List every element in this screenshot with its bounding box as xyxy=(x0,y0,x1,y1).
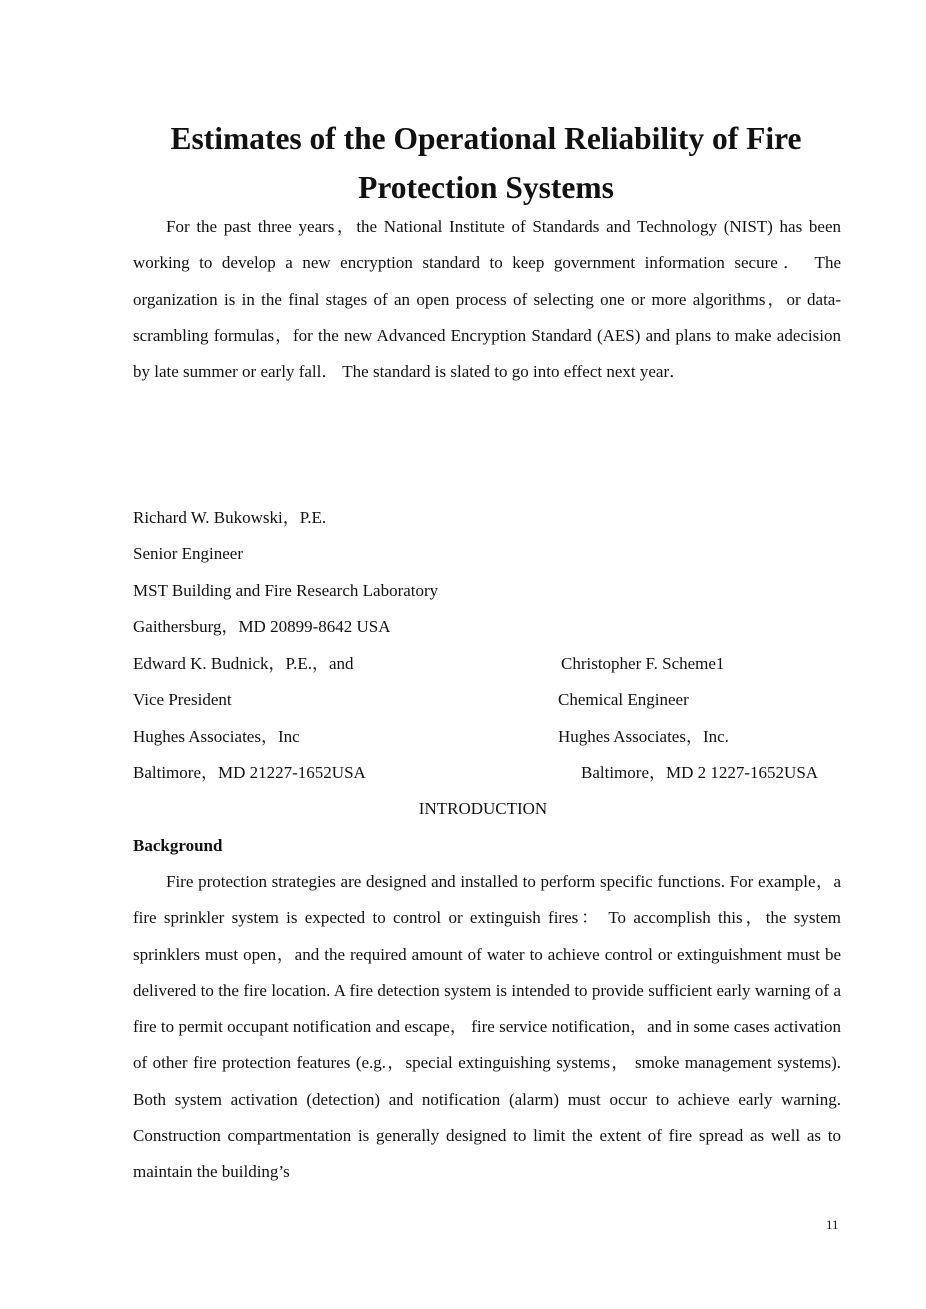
author-line: Baltimore，MD 2 1227-1652USA xyxy=(581,763,819,782)
page-number: 11 xyxy=(826,1217,839,1232)
body-text: Fire protection strategies are designed and installed to perform specific functions. For example，a fire sprinkler system is expected to control or extinguish fires： To accomplish this，the system sprinklers must open，and the required amount of water to achieve control or extinguishment must be delivered to the fire location. A fire detection system is intended to provide sufficient early warning of a fire to permit occupant notification and escape， fire service notification，and in some cases activation of other fire protection features (e.g.，special extinguishing systems， smoke management systems). Both system activation (detection) and notification (alarm) must occur to achieve early warning. Construction compartmentation is generally designed to limit the extent of fire spread as well as to maintain the building’s xyxy=(133,872,841,1182)
author-line: Gaithersburg，MD 20899-8642 USA xyxy=(133,617,391,636)
document-title: Estimates of the Operational Reliability of Fire Protection Systems xyxy=(170,121,802,205)
author-line: Baltimore，MD 21227-1652USA xyxy=(133,763,366,782)
subsection-heading: Background xyxy=(133,836,223,855)
body-paragraph xyxy=(133,864,841,1191)
section-heading: INTRODUCTION xyxy=(418,799,548,818)
author-line: MST Building and Fire Research Laboratory xyxy=(133,581,439,600)
author-line: Vice President xyxy=(133,690,232,709)
abstract-paragraph xyxy=(133,209,841,390)
abstract-text: For the past three years，the National Institute of Standards and Technology (NIST) has been working to develop a new encryption standard to keep government information secure． The organization is in the final stages of an open process of selecting one or more algorithms，or data-scrambling formulas，for the new Advanced Encryption Standard (AES) and plans to make adecision by late summer or early fall． The standard is slated to go into effect next year． xyxy=(133,217,841,382)
author-line: Hughes Associates，Inc xyxy=(133,727,300,746)
author-line: Chemical Engineer xyxy=(558,690,689,709)
author-line: Edward K. Budnick，P.E.，and xyxy=(133,654,354,673)
author-line: Senior Engineer xyxy=(133,544,243,563)
author-line: Christopher F. Scheme1 xyxy=(561,654,725,673)
author-line: Richard W. Bukowski，P.E. xyxy=(133,508,327,527)
author-line: Hughes Associates，Inc. xyxy=(558,727,729,746)
